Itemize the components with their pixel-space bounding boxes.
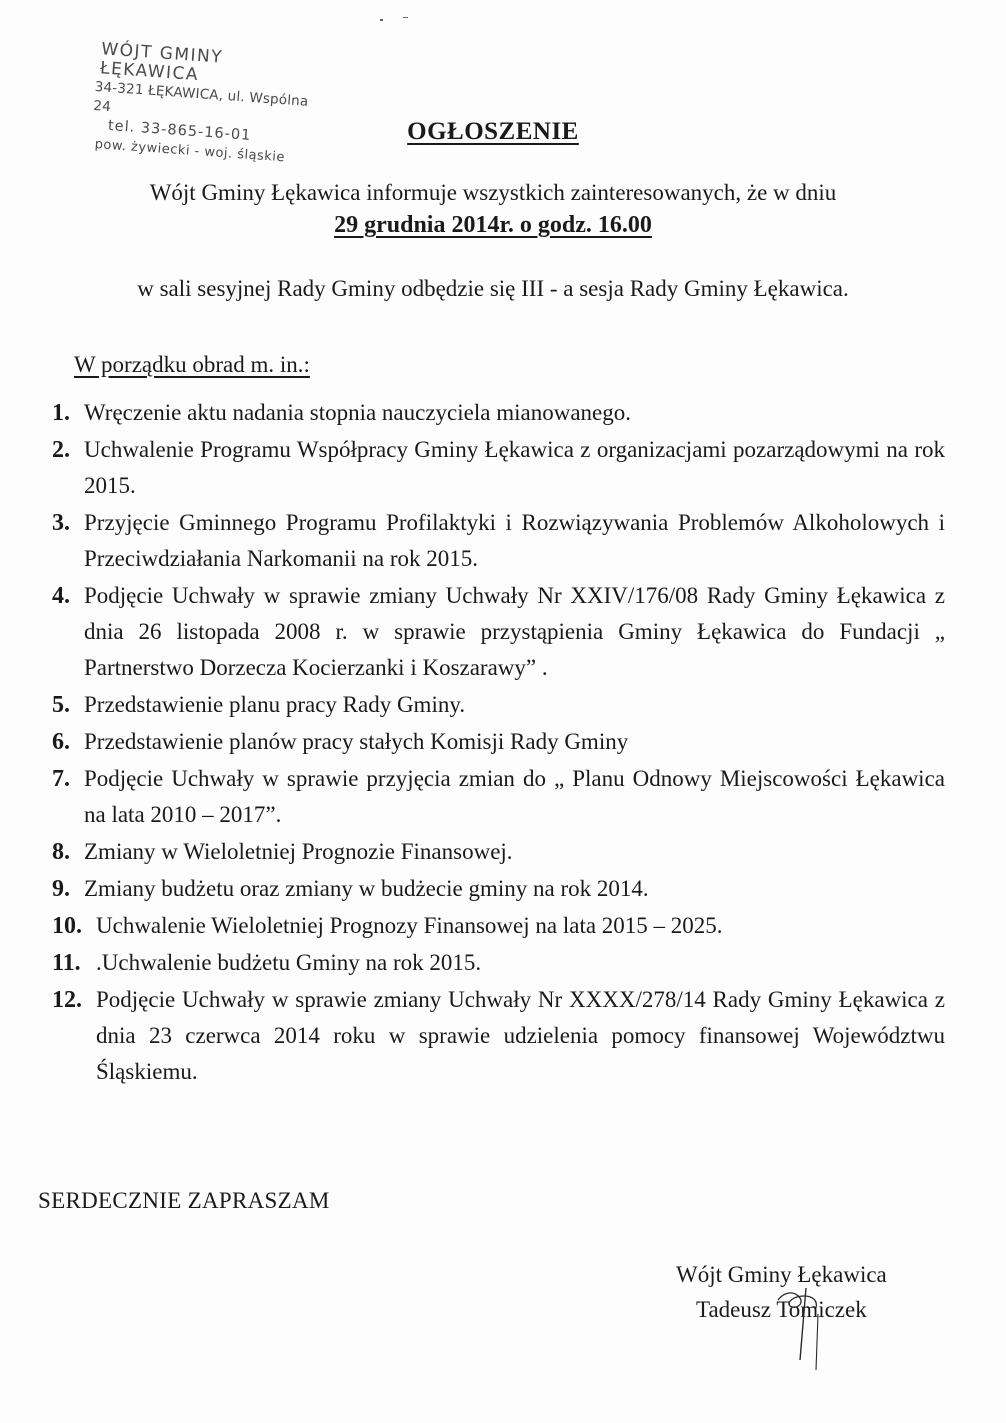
scan-speck — [380, 19, 383, 21]
intro-text: Wójt Gminy Łękawica informuje wszystkich zainteresowanych, że w dniu — [149, 180, 837, 205]
agenda-item — [52, 908, 945, 944]
document-title: OGŁOSZENIE — [407, 118, 579, 145]
agenda-item-text: Przedstawienie planu pracy Rady Gminy. — [84, 692, 466, 717]
agenda-item-text: Podjęcie Uchwały w sprawie przyjęcia zmian do „ Planu Odnowy Miejscowości Łękawica na lata 2010 – 2017”. — [84, 766, 945, 827]
stamp-line-1: WÓJT GMINY ŁĘKAWICA — [99, 39, 224, 86]
agenda-item-text: Przedstawienie planów pracy stałych Komisji Rady Gminy — [84, 729, 629, 754]
agenda-item-text: Przyjęcie Gminnego Programu Profilaktyki i Rozwiązywania Problemów Alkoholowych i Przeciwdziałania Narkomanii na rok 2015. — [84, 510, 945, 571]
agenda-item-number: 3. — [52, 510, 70, 536]
signatory-name: Tadeusz Tomiczek — [696, 1297, 867, 1322]
scan-speck — [403, 17, 408, 18]
signatory-role: Wójt Gminy Łękawica — [676, 1262, 887, 1287]
agenda-item-number: 5. — [52, 692, 70, 718]
agenda-list — [52, 395, 945, 1091]
agenda-item-text: Zmiany budżetu oraz zmiany w budżecie gminy na rok 2014. — [84, 876, 649, 901]
agenda-item — [52, 871, 945, 907]
agenda-item-number: 6. — [52, 729, 70, 755]
agenda-item — [52, 578, 945, 686]
agenda-heading: W porządku obrad m. in.: — [74, 352, 310, 377]
agenda-item-text: Podjęcie Uchwały w sprawie zmiany Uchwały Nr XXXX/278/14 Rady Gminy Łękawica z dnia 23 czerwca 2014 roku w sprawie udzielenia pomocy finansowej Województwu Śląskiemu. — [96, 987, 945, 1084]
agenda-item-number: 8. — [52, 839, 70, 865]
agenda-item-number: 9. — [52, 876, 70, 902]
stamp-line-4: pow. żywiecki - woj. śląskie — [94, 137, 286, 166]
agenda-item-number: 1. — [52, 400, 70, 426]
agenda-item-text: Uchwalenie Wieloletniej Prognozy Finansowej na lata 2015 – 2025. — [96, 913, 723, 938]
stamp-line-2: 34-321 ŁĘKAWICA, ul. Wspólna 24 — [92, 78, 309, 116]
official-stamp — [90, 40, 327, 170]
agenda-item-number: 10. — [52, 913, 82, 939]
agenda-item-number: 4. — [52, 583, 70, 609]
agenda-item — [52, 945, 945, 981]
agenda-item — [52, 834, 945, 870]
agenda-item — [52, 724, 945, 760]
session-text: w sali sesyjnej Rady Gminy odbędzie się III - a sesja Rady Gminy Łękawica. — [137, 276, 849, 301]
stamp-line-3: tel. 33-865-16-01 — [107, 117, 252, 144]
agenda-item-text: Uchwalenie Programu Współpracy Gminy Łękawica z organizacjami pozarządowymi na rok 2015. — [84, 437, 945, 498]
agenda-item — [52, 432, 945, 504]
agenda-item — [52, 505, 945, 577]
agenda-item-text: Podjęcie Uchwały w sprawie zmiany Uchwały Nr XXIV/176/08 Rady Gminy Łękawica z dnia 26 listopada 2008 r. w sprawie przystąpienia Gminy Łękawica do Fundacji „ Partnerstwo Dorzecza Kocierzanki i Koszarawy” . — [84, 583, 945, 680]
agenda-item — [52, 687, 945, 723]
agenda-item — [52, 982, 945, 1090]
agenda-item — [52, 395, 945, 431]
agenda-item-number: 2. — [52, 437, 70, 463]
agenda-item-text: Zmiany w Wieloletniej Prognozie Finansowej. — [84, 839, 513, 864]
session-date: 29 grudnia 2014r. o godz. 16.00 — [334, 212, 652, 238]
agenda-item — [52, 761, 945, 833]
agenda-item-number: 11. — [52, 950, 81, 976]
agenda-item-number: 7. — [52, 766, 70, 792]
handwritten-signature — [760, 1270, 850, 1370]
closing-text: SERDECZNIE ZAPRASZAM — [38, 1188, 330, 1213]
agenda-item-number: 12. — [52, 987, 82, 1013]
agenda-item-text: Wręczenie aktu nadania stopnia nauczyciela mianowanego. — [84, 400, 631, 425]
agenda-item-text: .Uchwalenie budżetu Gminy na rok 2015. — [96, 950, 482, 975]
